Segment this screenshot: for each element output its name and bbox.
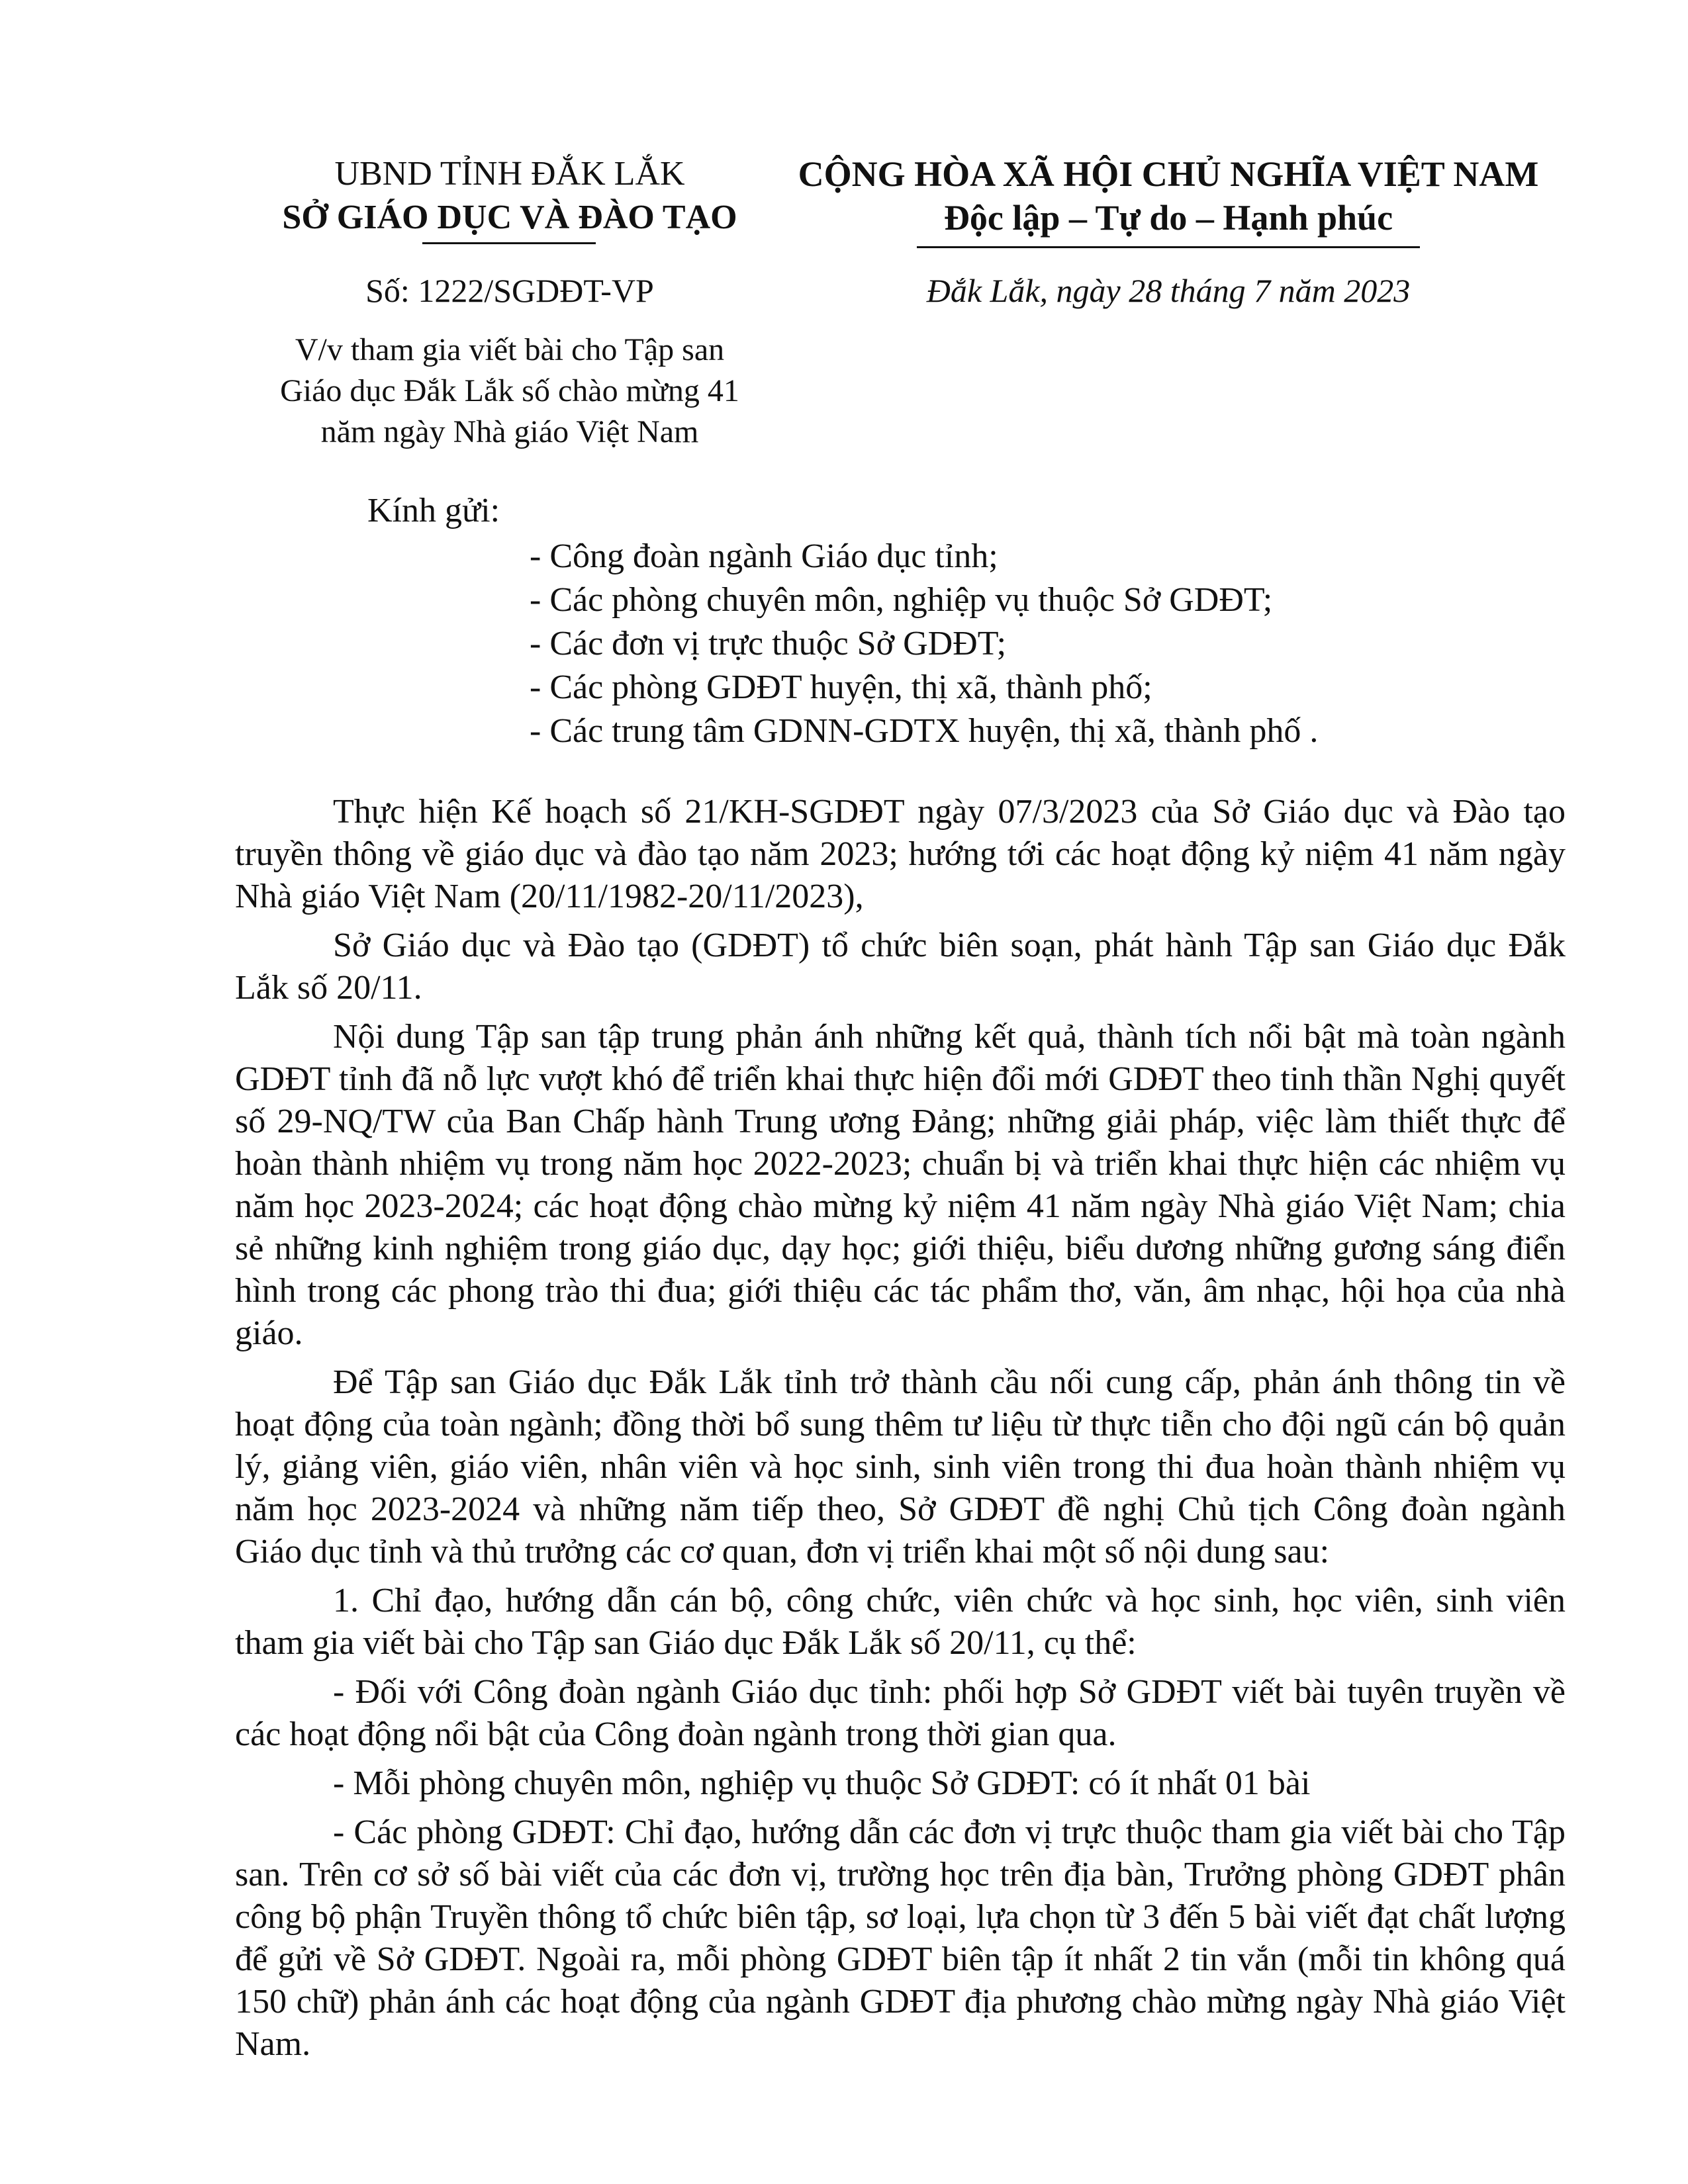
body-paragraph: Sở Giáo dục và Đào tạo (GDĐT) tổ chức biên soạn, phát hành Tập san Giáo dục Đắk Lắk số 20/11. (235, 927, 1566, 1007)
recipient-item: - Các phòng GDĐT huyện, thị xã, thành phố; (530, 668, 1152, 706)
body-paragraph: - Các phòng GDĐT: Chỉ đạo, hướng dẫn các đơn vị trực thuộc tham gia viết bài cho Tập san. Trên cơ sở số bài viết của các đơn vị, trường học trên địa bàn, Trưởng phòng GDĐT phân công bộ phận Truyền thông tổ chức biên tập, sơ loại, lựa chọn từ 3 đến 5 bài viết đạt chất lượng để gửi về Sở GDĐT. Ngoài ra, mỗi phòng GDĐT biên tập ít nhất 2 tin vắn (mỗi tin không quá 150 chữ) phản ánh các hoạt động của ngành GDĐT địa phương chào mừng ngày Nhà giáo Việt Nam. (235, 1813, 1566, 2063)
body-paragraph: 1. Chỉ đạo, hướng dẫn cán bộ, công chức, viên chức và học sinh, học viên, sinh viên tham gia viết bài cho Tập san Giáo dục Đắk Lắk số 20/11, cụ thể: (235, 1582, 1566, 1662)
recipient-item: - Các trung tâm GDNN-GDTX huyện, thị xã, thành phố . (530, 712, 1319, 750)
agency-underline (422, 242, 596, 244)
agency-parent: UBND TỈNH ĐẮK LẮK (334, 155, 685, 193)
subject-line: năm ngày Nhà giáo Việt Nam (320, 414, 699, 449)
recipient-list (530, 535, 1318, 753)
agency-header (238, 152, 781, 240)
subject-line: V/v tham gia viết bài cho Tập san (295, 332, 725, 367)
nation-title: CỘNG HÒA XÃ HỘI CHỦ NGHĨA VIỆT NAM (798, 154, 1539, 194)
body-paragraph: - Đối với Công đoàn ngành Giáo dục tỉnh: phối hợp Sở GDĐT viết bài tuyên truyền về các hoạt động nổi bật của Công đoàn ngành trong thời gian qua. (235, 1673, 1566, 1753)
body-paragraph: Thực hiện Kế hoạch số 21/KH-SGDĐT ngày 07/3/2023 của Sở Giáo dục và Đào tạo truyền thông về giáo dục và đào tạo năm 2023; hướng tới các hoạt động kỷ niệm 41 năm ngày Nhà giáo Việt Nam (20/11/1982-20/11/2023), (235, 793, 1566, 915)
national-motto: Độc lập – Tự do – Hạnh phúc (943, 198, 1393, 238)
national-header (761, 152, 1575, 240)
document-body (235, 791, 1566, 2072)
body-paragraph: Nội dung Tập san tập trung phản ánh những kết quả, thành tích nổi bật mà toàn ngành GDĐT tỉnh đã nỗ lực vượt khó để triển khai thực hiện đổi mới GDĐT theo tinh thần Nghị quyết số 29-NQ/TW của Ban Chấp hành Trung ương Đảng; những giải pháp, việc làm thiết thực để hoàn thành nhiệm vụ trong năm học 2022-2023; chuẩn bị và triển khai thực hiện các nhiệm vụ năm học 2023-2024; các hoạt động chào mừng kỷ niệm 41 năm ngày Nhà giáo Việt Nam; chia sẻ những kinh nghiệm trong giáo dục, dạy học; giới thiệu, biểu dương những gương sáng điển hình trong các phong trào thi đua; giới thiệu các tác phẩm thơ, văn, âm nhạc, hội họa của nhà giáo. (235, 1018, 1566, 1352)
recipient-item: - Công đoàn ngành Giáo dục tỉnh; (530, 537, 998, 575)
recipient-item: - Các đơn vị trực thuộc Sở GDĐT; (530, 625, 1007, 662)
body-paragraph: - Mỗi phòng chuyên môn, nghiệp vụ thuộc Sở GDĐT: có ít nhất 01 bài (333, 1764, 1311, 1802)
body-paragraph: Để Tập san Giáo dục Đắk Lắk tỉnh trở thành cầu nối cung cấp, phản ánh thông tin về hoạt động của toàn ngành; đồng thời bổ sung thêm tư liệu từ thực tiễn cho đội ngũ cán bộ quản lý, giảng viên, giáo viên, nhân viên và học sinh, sinh viên trong thi đua hoàn thành nhiệm vụ năm học 2023-2024 và những năm tiếp theo, Sở GDĐT đề nghị Chủ tịch Công đoàn ngành Giáo dục tỉnh và thủ trưởng các cơ quan, đơn vị triển khai một số nội dung sau: (235, 1363, 1566, 1570)
subject-line: Giáo dục Đắk Lắk số chào mừng 41 (280, 373, 739, 408)
document-number: Số: 1222/SGDĐT-VP (365, 272, 654, 309)
agency-name: SỞ GIÁO DỤC VÀ ĐÀO TẠO (282, 199, 737, 236)
document-subject (252, 330, 768, 453)
greeting: Kính gửi: (367, 492, 500, 529)
motto-underline (917, 246, 1420, 248)
recipient-item: - Các phòng chuyên môn, nghiệp vụ thuộc Sở GDĐT; (530, 581, 1273, 619)
issue-date: Đắk Lắk, ngày 28 tháng 7 năm 2023 (926, 272, 1411, 309)
